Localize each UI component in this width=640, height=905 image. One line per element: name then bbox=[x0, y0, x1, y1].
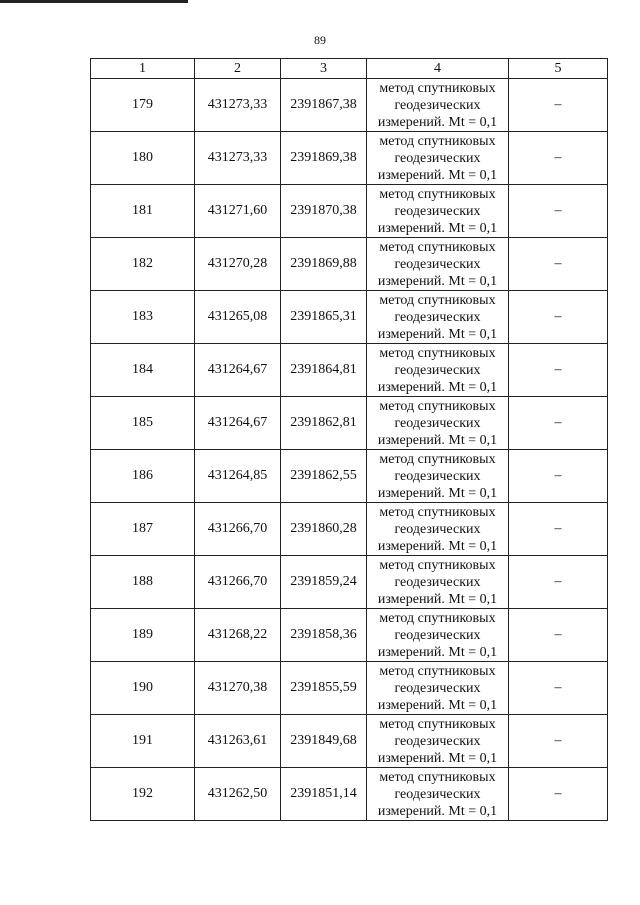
y-coordinate-cell: 2391870,38 bbox=[281, 185, 367, 238]
x-coordinate-cell: 431264,67 bbox=[195, 397, 281, 450]
table-row bbox=[91, 503, 608, 556]
y-coordinate-cell: 2391867,38 bbox=[281, 79, 367, 132]
y-coordinate-cell: 2391869,88 bbox=[281, 238, 367, 291]
method-line: измерений. Mt = 0,1 bbox=[377, 273, 498, 289]
method-cell bbox=[367, 662, 509, 715]
x-coordinate-cell: 431273,33 bbox=[195, 132, 281, 185]
method-line: измерений. Mt = 0,1 bbox=[377, 326, 498, 342]
method-line: метод спутниковых bbox=[379, 133, 496, 149]
point-number-cell: 186 bbox=[91, 450, 195, 503]
method-cell bbox=[367, 79, 509, 132]
method-line: геодезических bbox=[394, 97, 481, 113]
method-cell bbox=[367, 556, 509, 609]
x-coordinate-cell: 431263,61 bbox=[195, 715, 281, 768]
y-coordinate-cell: 2391851,14 bbox=[281, 768, 367, 821]
note-cell: – bbox=[509, 662, 608, 715]
table-row bbox=[91, 185, 608, 238]
method-line: измерений. Mt = 0,1 bbox=[377, 803, 498, 819]
x-coordinate-cell: 431262,50 bbox=[195, 768, 281, 821]
note-cell: – bbox=[509, 609, 608, 662]
x-coordinate-cell: 431266,70 bbox=[195, 503, 281, 556]
table-row bbox=[91, 291, 608, 344]
method-line: измерений. Mt = 0,1 bbox=[377, 432, 498, 448]
x-coordinate-cell: 431266,70 bbox=[195, 556, 281, 609]
note-cell: – bbox=[509, 397, 608, 450]
note-cell: – bbox=[509, 715, 608, 768]
y-coordinate-cell: 2391849,68 bbox=[281, 715, 367, 768]
table-row bbox=[91, 662, 608, 715]
point-number-cell: 191 bbox=[91, 715, 195, 768]
method-line: измерений. Mt = 0,1 bbox=[377, 220, 498, 236]
x-coordinate-cell: 431264,85 bbox=[195, 450, 281, 503]
method-line: геодезических bbox=[394, 309, 481, 325]
x-coordinate-cell: 431264,67 bbox=[195, 344, 281, 397]
method-line: метод спутниковых bbox=[379, 451, 496, 467]
point-number-cell: 184 bbox=[91, 344, 195, 397]
note-cell: – bbox=[509, 79, 608, 132]
method-line: измерений. Mt = 0,1 bbox=[377, 167, 498, 183]
table-row bbox=[91, 609, 608, 662]
note-cell: – bbox=[509, 556, 608, 609]
method-line: метод спутниковых bbox=[379, 292, 496, 308]
y-coordinate-cell: 2391862,55 bbox=[281, 450, 367, 503]
y-coordinate-cell: 2391858,36 bbox=[281, 609, 367, 662]
x-coordinate-cell: 431271,60 bbox=[195, 185, 281, 238]
method-line: геодезических bbox=[394, 627, 481, 643]
note-cell: – bbox=[509, 503, 608, 556]
method-cell bbox=[367, 291, 509, 344]
point-number-cell: 192 bbox=[91, 768, 195, 821]
method-line: измерений. Mt = 0,1 bbox=[377, 644, 498, 660]
method-cell bbox=[367, 397, 509, 450]
method-line: метод спутниковых bbox=[379, 80, 496, 96]
method-line: метод спутниковых bbox=[379, 345, 496, 361]
x-coordinate-cell: 431270,28 bbox=[195, 238, 281, 291]
note-cell: – bbox=[509, 768, 608, 821]
method-cell bbox=[367, 768, 509, 821]
y-coordinate-cell: 2391859,24 bbox=[281, 556, 367, 609]
note-cell: – bbox=[509, 238, 608, 291]
point-number-cell: 182 bbox=[91, 238, 195, 291]
x-coordinate-cell: 431270,38 bbox=[195, 662, 281, 715]
point-number-cell: 185 bbox=[91, 397, 195, 450]
table-row bbox=[91, 450, 608, 503]
table-header bbox=[91, 59, 608, 79]
method-line: метод спутниковых bbox=[379, 663, 496, 679]
x-coordinate-cell: 431265,08 bbox=[195, 291, 281, 344]
point-number-cell: 180 bbox=[91, 132, 195, 185]
table-row bbox=[91, 238, 608, 291]
y-coordinate-cell: 2391869,38 bbox=[281, 132, 367, 185]
point-number-cell: 188 bbox=[91, 556, 195, 609]
method-line: метод спутниковых bbox=[379, 186, 496, 202]
note-cell: – bbox=[509, 291, 608, 344]
note-cell: – bbox=[509, 132, 608, 185]
note-cell: – bbox=[509, 185, 608, 238]
method-line: геодезических bbox=[394, 680, 481, 696]
y-coordinate-cell: 2391860,28 bbox=[281, 503, 367, 556]
table-row bbox=[91, 132, 608, 185]
method-line: измерений. Mt = 0,1 bbox=[377, 591, 498, 607]
table-row bbox=[91, 715, 608, 768]
table-row bbox=[91, 556, 608, 609]
method-cell bbox=[367, 450, 509, 503]
y-coordinate-cell: 2391864,81 bbox=[281, 344, 367, 397]
method-line: метод спутниковых bbox=[379, 504, 496, 520]
method-cell bbox=[367, 715, 509, 768]
method-cell bbox=[367, 503, 509, 556]
method-cell bbox=[367, 238, 509, 291]
method-line: геодезических bbox=[394, 574, 481, 590]
note-cell: – bbox=[509, 344, 608, 397]
method-line: геодезических bbox=[394, 150, 481, 166]
table-row bbox=[91, 344, 608, 397]
method-line: геодезических bbox=[394, 521, 481, 537]
method-line: метод спутниковых bbox=[379, 716, 496, 732]
header-col-3: 3 bbox=[281, 59, 367, 79]
header-col-2: 2 bbox=[195, 59, 281, 79]
method-line: измерений. Mt = 0,1 bbox=[377, 697, 498, 713]
method-cell bbox=[367, 185, 509, 238]
table-row bbox=[91, 79, 608, 132]
point-number-cell: 190 bbox=[91, 662, 195, 715]
header-col-4: 4 bbox=[367, 59, 509, 79]
method-line: измерений. Mt = 0,1 bbox=[377, 114, 498, 130]
method-line: геодезических bbox=[394, 733, 481, 749]
method-line: геодезических bbox=[394, 415, 481, 431]
method-line: измерений. Mt = 0,1 bbox=[377, 485, 498, 501]
method-line: метод спутниковых bbox=[379, 239, 496, 255]
header-col-5: 5 bbox=[509, 59, 608, 79]
note-cell: – bbox=[509, 450, 608, 503]
table-row bbox=[91, 768, 608, 821]
y-coordinate-cell: 2391865,31 bbox=[281, 291, 367, 344]
method-cell bbox=[367, 132, 509, 185]
table-row bbox=[91, 397, 608, 450]
point-number-cell: 179 bbox=[91, 79, 195, 132]
y-coordinate-cell: 2391855,59 bbox=[281, 662, 367, 715]
page-number: 89 bbox=[314, 33, 326, 47]
method-line: геодезических bbox=[394, 203, 481, 219]
point-number-cell: 181 bbox=[91, 185, 195, 238]
method-line: метод спутниковых bbox=[379, 769, 496, 785]
method-line: измерений. Mt = 0,1 bbox=[377, 538, 498, 554]
coordinates-table bbox=[90, 58, 608, 821]
method-cell bbox=[367, 609, 509, 662]
method-line: измерений. Mt = 0,1 bbox=[377, 379, 498, 395]
method-line: геодезических bbox=[394, 468, 481, 484]
point-number-cell: 187 bbox=[91, 503, 195, 556]
method-line: геодезических bbox=[394, 362, 481, 378]
x-coordinate-cell: 431268,22 bbox=[195, 609, 281, 662]
header-row bbox=[91, 59, 608, 79]
x-coordinate-cell: 431273,33 bbox=[195, 79, 281, 132]
point-number-cell: 189 bbox=[91, 609, 195, 662]
header-rule bbox=[0, 0, 188, 3]
method-line: измерений. Mt = 0,1 bbox=[377, 750, 498, 766]
table-body bbox=[91, 79, 608, 821]
method-line: геодезических bbox=[394, 786, 481, 802]
y-coordinate-cell: 2391862,81 bbox=[281, 397, 367, 450]
header-col-1: 1 bbox=[91, 59, 195, 79]
method-line: метод спутниковых bbox=[379, 610, 496, 626]
method-line: метод спутниковых bbox=[379, 557, 496, 573]
method-line: геодезических bbox=[394, 256, 481, 272]
method-cell bbox=[367, 344, 509, 397]
point-number-cell: 183 bbox=[91, 291, 195, 344]
method-line: метод спутниковых bbox=[379, 398, 496, 414]
